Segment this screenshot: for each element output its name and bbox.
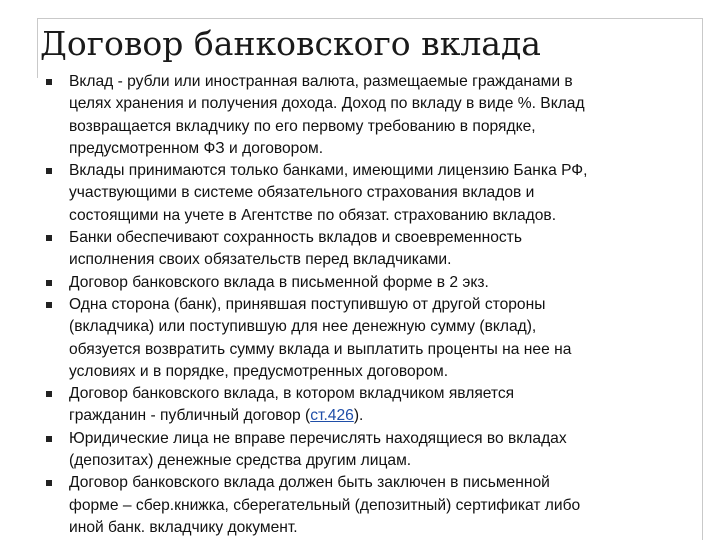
bullet-line-suffix: ). — [353, 407, 364, 425]
bullet-item-written-form — [0, 272, 669, 294]
slide-title: Договор банковского вклада — [40, 24, 541, 63]
bullet-square-icon — [46, 480, 52, 486]
bullet-square-icon — [46, 79, 52, 85]
bullet-item-licensed-banks — [0, 160, 669, 227]
bullet-square-icon — [46, 391, 52, 397]
bullet-line: условиях и в порядке, предусмотренных договором. — [69, 362, 449, 380]
bullet-line: Банки обеспечивают сохранность вкладов и своевременность — [69, 229, 522, 247]
bullet-line: обязуется возвратить сумму вклада и выплатить проценты на нее на — [69, 340, 572, 358]
bullet-line-prefix: гражданин - публичный договор ( — [69, 407, 311, 425]
bullet-line: предусмотренном ФЗ и договором. — [69, 139, 324, 157]
bullet-square-icon — [46, 302, 52, 308]
article-426-link[interactable]: ст.426 — [310, 407, 354, 425]
bullet-item-contract-documents — [0, 472, 669, 539]
bullet-item-bank-obligations — [0, 227, 669, 272]
frame-left-border — [37, 18, 38, 78]
bullet-item-public-contract — [0, 383, 669, 428]
bullet-line: исполнения своих обязательств перед вкладчиками. — [69, 251, 452, 269]
bullet-line: Юридические лица не вправе перечислять находящиеся во вкладах — [69, 429, 567, 447]
frame-top-border — [37, 18, 703, 19]
bullet-list — [0, 71, 669, 539]
bullet-line: Вклады принимаются только банками, имеющими лицензию Банка РФ, — [69, 162, 588, 180]
bullet-square-icon — [46, 235, 52, 241]
bullet-line: (депозитах) денежные средства другим лицам. — [69, 452, 412, 470]
bullet-line: Одна сторона (банк), принявшая поступившую от другой стороны — [69, 295, 546, 313]
bullet-line: форме – сбер.книжка, сберегательный (депозитный) сертификат либо — [69, 496, 581, 514]
bullet-line: иной банк. вкладчику документ. — [69, 518, 298, 536]
bullet-line: Вклад - рубли или иностранная валюта, размещаемые гражданами в — [69, 73, 573, 90]
bullet-item-legal-entities — [0, 428, 669, 473]
bullet-line: возвращается вкладчику по его первому требованию в порядке, — [69, 117, 536, 135]
bullet-line: Договор банковского вклада, в котором вкладчиком является — [69, 385, 515, 403]
bullet-line: состоящими на учете в Агентстве по обязат. страхованию вкладов. — [69, 206, 557, 224]
bullet-square-icon — [46, 280, 52, 286]
bullet-item-contract-definition — [0, 294, 669, 383]
bullet-line: Договор банковского вклада в письменной форме в 2 экз. — [69, 273, 489, 291]
bullet-square-icon — [46, 436, 52, 442]
bullet-line: участвующими в системе обязательного страхования вкладов и — [69, 184, 535, 202]
bullet-line: (вкладчика) или поступившую для нее денежную сумму (вклад), — [69, 318, 537, 336]
bullet-square-icon — [46, 168, 52, 174]
bullet-item-deposit-definition — [0, 71, 669, 160]
bullet-line: Договор банковского вклада должен быть заключен в письменной — [69, 474, 550, 492]
frame-right-border — [702, 18, 703, 540]
bullet-line: целях хранения и получения дохода. Доход по вкладу в виде %. Вклад — [69, 95, 585, 113]
